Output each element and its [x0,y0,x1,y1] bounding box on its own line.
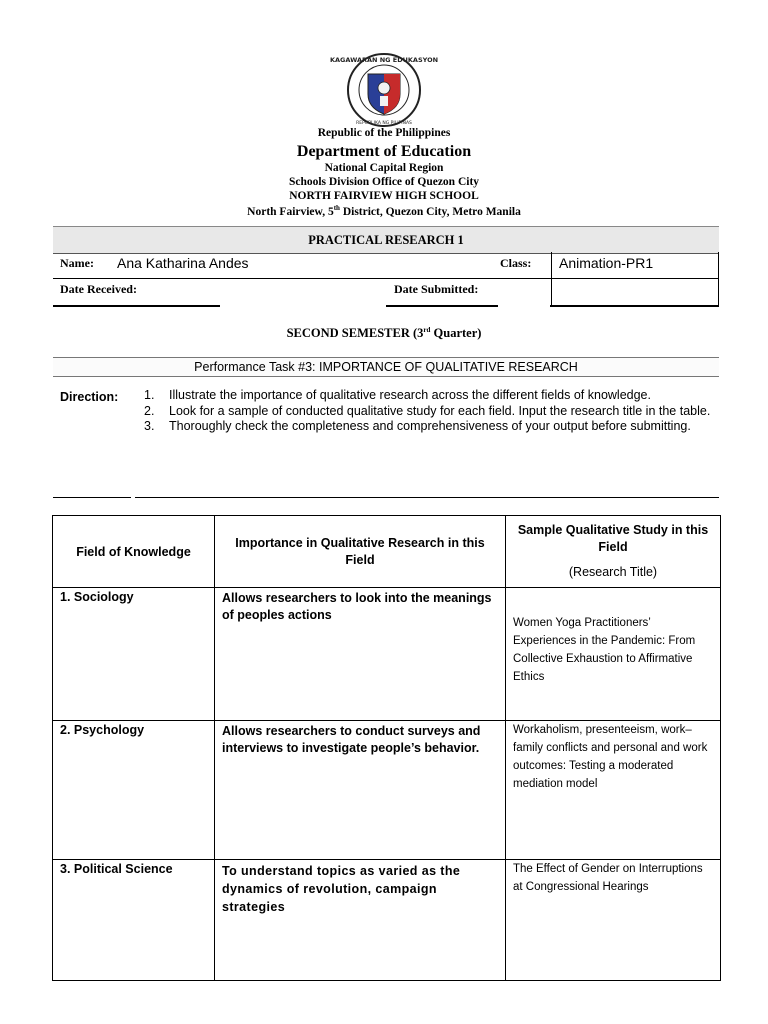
direction-item: 2. Look for a sample of conducted qualitative study for each field. Input the research title in the table. [144,403,711,418]
school-line: NORTH FAIRVIEW HIGH SCHOOL [289,190,479,202]
direction-rule-right [135,497,719,498]
name-label: Name: [60,256,94,270]
study-cell[interactable]: The Effect of Gender on Interruptions at Congressional Hearings [506,860,721,981]
importance-cell[interactable]: Allows researchers to conduct surveys and interviews to investigate people’s behavior. [215,721,506,860]
task-title: IMPORTANCE OF QUALITATIVE RESEARCH [319,360,578,374]
task-band [53,357,719,377]
department-title: Department of Education [296,143,472,160]
seal-text-top: KAGAWARAN NG EDUKASYON [329,56,439,64]
division-line: Schools Division Office of Quezon City [288,176,480,188]
header-importance: Importance in Qualitative Research in this Field [215,516,506,588]
header-study-note: (Research Title) [568,565,658,579]
semester-title: SECOND SEMESTER (3rd Quarter) [286,326,482,341]
direction-label: Direction: [60,390,119,404]
field-cell: 1. Sociology [53,588,215,721]
name-field[interactable]: Ana Katharina Andes [117,255,249,271]
direction-item: 3. Thoroughly check the completeness and comprehensiveness of your output before submitting. [144,419,691,433]
deped-seal-logo [329,52,439,128]
info-border-right [718,252,719,306]
region-line: National Capital Region [324,162,444,174]
seal-text-bottom: REPUBLIKA NG PILIPINAS [356,121,412,126]
class-field[interactable]: Animation-PR1 [559,255,654,271]
direction-list [144,388,714,435]
qualitative-research-table [52,515,721,981]
address-line: North Fairview, 5th District, Quezon City, Metro Manila [247,204,521,218]
field-cell: 2. Psychology [53,721,215,860]
date-received-label: Date Received: [60,282,137,296]
republic-line: Republic of the Philippines [317,127,451,139]
class-label: Class: [500,256,532,270]
importance-cell[interactable]: To understand topics as varied as the dynamics of revolution, campaign strategies [215,860,506,981]
table-row [53,588,721,721]
study-cell[interactable]: Workaholism, presenteeism, work–family conflicts and personal and work outcomes: Testing a moderated mediation model [506,721,721,860]
info-bottom-line [53,305,719,307]
table-row [53,721,721,860]
info-divider [53,278,719,279]
header-field: Field of Knowledge [53,516,215,588]
field-cell: 3. Political Science [53,860,215,981]
study-cell[interactable]: Women Yoga Practitioners’ Experiences in the Pandemic: From Collective Exhaustion to Affirmative Ethics [506,588,721,721]
importance-cell[interactable]: Allows researchers to look into the meanings of peoples actions [215,588,506,721]
direction-item: 1. Illustrate the importance of qualitative research across the different fields of knowledge. [144,388,651,402]
task-prefix: Performance Task #3: [194,360,319,374]
table-header-row [53,516,721,588]
table-row [53,860,721,981]
subject-band [53,226,719,254]
direction-rule-left [53,497,131,498]
date-submitted-label: Date Submitted: [394,282,479,296]
info-column-divider [551,252,552,306]
header-study: Sample Qualitative Study in this Field (Research Title) [506,516,721,588]
subject-title: PRACTICAL RESEARCH 1 [308,233,464,247]
